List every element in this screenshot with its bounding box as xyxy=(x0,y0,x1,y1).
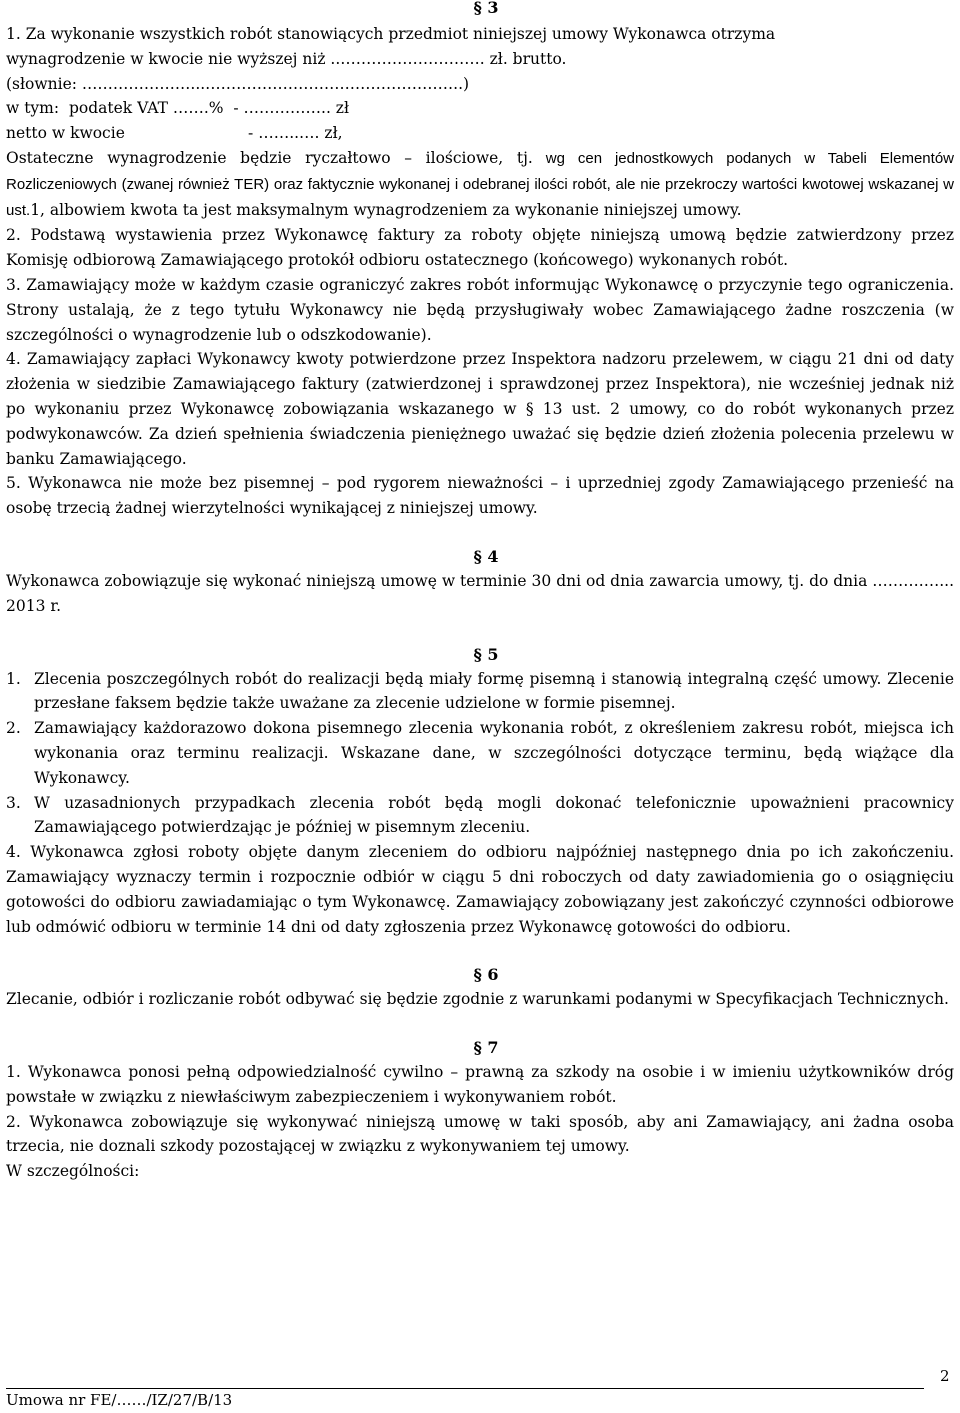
s4-p1: Wykonawca zobowiązuje się wykonać niniejszą umowę w terminie 30 dni od dnia zawarcia umowy, tj. do dnia ……….…... 2013 r. xyxy=(6,571,954,615)
s3-p1-line1: 1. Za wykonanie wszystkich robót stanowiących przedmiot niniejszej umowy Wykonawca otrzyma xyxy=(6,25,776,43)
s5-item-3-num: 3. xyxy=(6,793,21,812)
s6-p1: Zlecanie, odbiór i rozliczanie robót odbywać się będzie zgodnie z warunkami podanymi w Specyfikacjach Technicznych. xyxy=(6,990,949,1009)
spacer xyxy=(6,521,954,545)
s3-p1-rest-a: Ostateczne wynagrodzenie będzie ryczałtowo – ilościowe, tj. xyxy=(6,148,533,167)
s5-item-1-num: 1. xyxy=(6,669,21,688)
s3-p1-line2: wynagrodzenie w kwocie nie wyższej niż ..………………………. zł. brutto. xyxy=(6,49,567,68)
s7-p3: W szczególności: xyxy=(6,1162,140,1181)
s5-p4: 4. Wykonawca zgłosi roboty objęte danym zleceniem do odbioru najpóźniej następnego dnia po ich zakończeniu. Zamawiający wyznaczy termin i rozpocznie odbiór w ciągu 5 dni roboczych od daty zawiadomienia go o osiągnięciu gotowości do odbioru zawiadamiając o tym Wykonawcę. Zamawiający zobowiązany jest zakończyć czynności odbiorowe lub odmówić odbioru w terminie 14 dni od daty zgłoszenia przez Wykonawcę gotowości do odbioru. xyxy=(6,843,954,936)
s3-p1-rest-b: wg cen jednostkowych podanych w Tabeli Elementów Rozliczeniowych (zwanej również TER) oraz faktycznie wykonanej i odebranej ilości robót, ale nie przekroczy wartości kwotowej wskazanej w ust. xyxy=(6,149,954,219)
s5-item-1 xyxy=(6,667,954,717)
spacer xyxy=(6,1012,954,1036)
s5-item-2 xyxy=(6,716,954,790)
s3-p2: 2. Podstawą wystawienia przez Wykonawcę faktury za roboty objęte niniejszą umową będzie zatwierdzony przez Komisję odbiorową Zamawiającego protokół odbioru ostatecznego (końcowego) wykonanych robót. xyxy=(6,226,954,270)
contract-number: Umowa nr FE/……/IZ/27/B/13 xyxy=(6,1391,233,1409)
s3-p1-line5: netto w kwocie - ……..…. zł, xyxy=(6,124,343,143)
section-7-heading: § 7 xyxy=(473,1038,499,1058)
s3-p1-line4: w tym: podatek VAT …….% - …………….. zł xyxy=(6,99,349,118)
s5-item-3 xyxy=(6,791,954,841)
document-page xyxy=(6,0,954,1184)
section-6-heading: § 6 xyxy=(473,965,499,985)
s5-item-2-num: 2. xyxy=(6,719,21,738)
s3-p4: 4. Zamawiający zapłaci Wykonawcy kwoty potwierdzone przez Inspektora nadzoru przelewem, w ciągu 21 dni od daty złożenia w siedzibie Zamawiającego faktury (zatwierdzonej i sprawdzonej przez Inspektora), nie wcześniej jednak niż po wykonaniu przez Wykonawcę zobowiązania wskazanego w § 13 ust. 2 umowy, co do robót wykonanych przez podwykonawców. Za dzień spełnienia świadczenia pieniężnego uważać się będzie dzień złożenia polecenia przelewu w banku Zamawiającego. xyxy=(6,350,954,468)
section-3-heading: § 3 xyxy=(473,0,499,17)
s5-item-2-text: Zamawiający każdorazowo dokona pisemnego zlecenia wykonania robót, z określeniem zakresu robót, miejsca ich wykonania oraz terminu realizacji. Wskazane dane, w szczególności dotyczące terminu, będą wiążące dla Wykonawcy. xyxy=(34,719,954,787)
spacer xyxy=(6,619,954,643)
s3-p1-rest-c: 1, albowiem kwota ta jest maksymalnym wynagrodzeniem za wykonanie niniejszej umowy. xyxy=(30,200,742,219)
footer xyxy=(6,1388,924,1411)
section-5-heading: § 5 xyxy=(473,644,499,664)
page-number: 2 xyxy=(940,1367,950,1385)
s5-item-1-text: Zlecenia poszczególnych robót do realizacji będą miały formę pisemną i stanowią integralną część umowy. Zlecenie przesłane faksem będzie także uważane za zlecenie udzielone w formie pisemnej. xyxy=(34,669,954,713)
spacer xyxy=(6,939,954,963)
s3-p1-line3: (słownie: …………………...…………………………………………..) xyxy=(6,74,470,93)
s7-p1: 1. Wykonawca ponosi pełną odpowiedzialność cywilno – prawną za szkody na osobie i w imieniu użytkowników dróg powstałe w związku z niewłaściwym zabezpieczeniem i wykonywaniem robót. xyxy=(6,1063,954,1106)
s3-p5: 5. Wykonawca nie może bez pisemnej – pod rygorem nieważności – i uprzedniej zgody Zamawiającego przenieść na osobę trzecią żadnej wierzytelności wynikającej z niniejszej umowy. xyxy=(6,474,954,518)
section-4-heading: § 4 xyxy=(473,546,499,566)
s3-p1-rest xyxy=(6,146,954,223)
s7-p2: 2. Wykonawca zobowiązuje się wykonywać niniejszą umowę w taki sposób, aby ani Zamawiający, ani żadna osoba trzecia, nie doznali szkody pozostającej w związku z wykonywaniem tej umowy. xyxy=(6,1112,954,1156)
s5-item-3-text: W uzasadnionych przypadkach zlecenia robót będą mogli dokonać telefonicznie upoważnieni pracownicy Zamawiającego potwierdzając je później w pisemnym zleceniu. xyxy=(34,793,954,837)
s3-p3: 3. Zamawiający może w każdym czasie ograniczyć zakres robót informując Wykonawcę o przyczynie tego ograniczenia. Strony ustalają, że z tego tytułu Wykonawcy nie będą przysługiwały wobec Zamawiającego żadne roszczenia (w szczególności o wynagrodzenie lub o odszkodowanie). xyxy=(6,275,954,344)
